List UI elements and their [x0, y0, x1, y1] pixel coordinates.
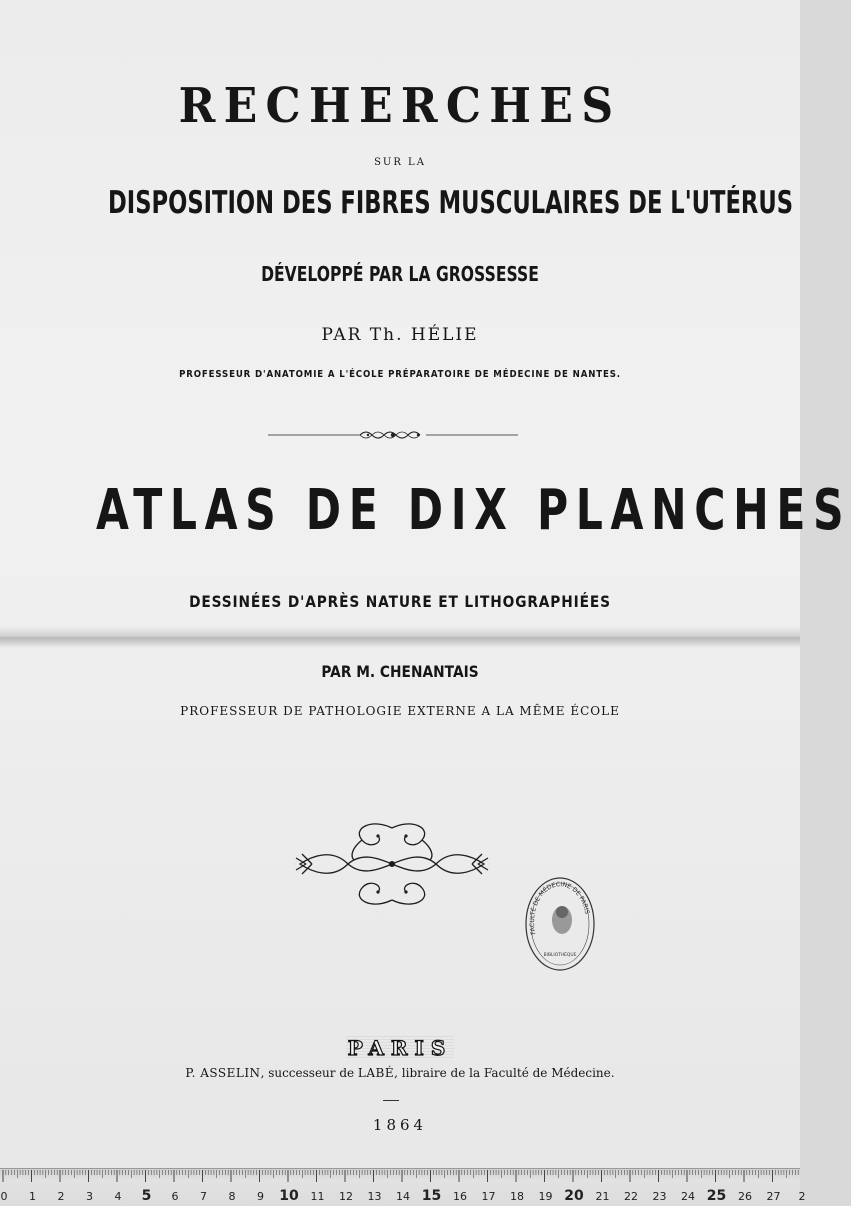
ruler-number: 8 [228, 1190, 236, 1203]
author-line: PAR Th. HÉLIE [321, 325, 479, 345]
publisher-predecessor: LABÉ [357, 1066, 395, 1080]
ornamental-rule [268, 427, 518, 443]
ruler-scale [0, 1169, 806, 1206]
author-credentials: PROFESSEUR D'ANATOMIE A L'ÉCOLE PRÉPARATOIRE DE MÉDECINE DE NANTES. [179, 369, 621, 380]
title-connector: SUR LA [374, 157, 426, 168]
atlas-heading: ATLAS DE DIX PLANCHES [96, 478, 851, 543]
ruler-number: 27 [766, 1190, 781, 1203]
stamp-text: FACULTÉ DE MÉDECINE DE PARIS [528, 881, 591, 936]
ruler-number: 9 [257, 1190, 264, 1203]
decorative-vignette [292, 818, 492, 910]
page-fold-crease [0, 626, 800, 648]
subject-continuation: DÉVELOPPÉ PAR LA GROSSESSE [261, 262, 539, 286]
illustrator-credentials: PROFESSEUR DE PATHOLOGIE EXTERNE A LA MÊME ÉCOLE [180, 704, 620, 718]
ruler-number: 2 [798, 1190, 806, 1203]
publisher-line [0, 1066, 800, 1080]
ruler-number: 26 [738, 1190, 752, 1203]
main-title: RECHERCHES [178, 78, 622, 134]
ruler-number: 18 [510, 1190, 524, 1203]
ruler-number: 0 [0, 1190, 8, 1203]
ruler-number: 19 [538, 1190, 553, 1203]
ruler-number: 1 [29, 1190, 36, 1203]
ruler-number: 2 [57, 1190, 65, 1203]
ruler-number: 15 [421, 1188, 442, 1204]
ruler-number: 24 [681, 1190, 695, 1203]
ruler-number: 20 [564, 1188, 584, 1204]
imprint-city [0, 1036, 800, 1060]
short-rule [383, 1100, 399, 1101]
ruler-number: 22 [624, 1190, 638, 1203]
publication-year: 1864 [372, 1116, 428, 1134]
subject-title: DISPOSITION DES FIBRES MUSCULAIRES DE L'UTÉRUS [108, 185, 794, 221]
ruler-number: 14 [396, 1190, 410, 1203]
ruler-number: 13 [367, 1190, 382, 1203]
ruler-number: 6 [171, 1190, 179, 1203]
publisher-name: P. ASSELIN [185, 1066, 261, 1080]
atlas-description: DESSINÉES D'APRÈS NATURE ET LITHOGRAPHIÉES [189, 592, 611, 611]
ruler-number: 12 [339, 1190, 353, 1203]
library-stamp [524, 876, 596, 972]
publisher-rest: , libraire de la Faculté de Médecine. [394, 1066, 615, 1080]
publisher-sep: , successeur de [260, 1066, 358, 1080]
measuring-ruler [0, 1168, 806, 1206]
ruler-number: 7 [200, 1190, 207, 1203]
ruler-number: 25 [706, 1188, 727, 1204]
ruler-number: 11 [310, 1190, 325, 1203]
illustrator-line: PAR M. CHENANTAIS [321, 662, 479, 681]
ruler-number: 5 [141, 1188, 152, 1204]
stamp-subtext: BIBLIOTHÈQUE [543, 953, 577, 958]
ruler-number: 23 [652, 1190, 667, 1203]
ruler-number: 10 [279, 1188, 299, 1204]
ruler-number: 17 [481, 1190, 496, 1203]
ruler-number: 21 [595, 1190, 610, 1203]
imprint-city-text: PARIS [347, 1036, 453, 1060]
ruler-number: 4 [114, 1190, 122, 1203]
ruler-number: 3 [86, 1190, 93, 1203]
ruler-number: 16 [453, 1190, 467, 1203]
